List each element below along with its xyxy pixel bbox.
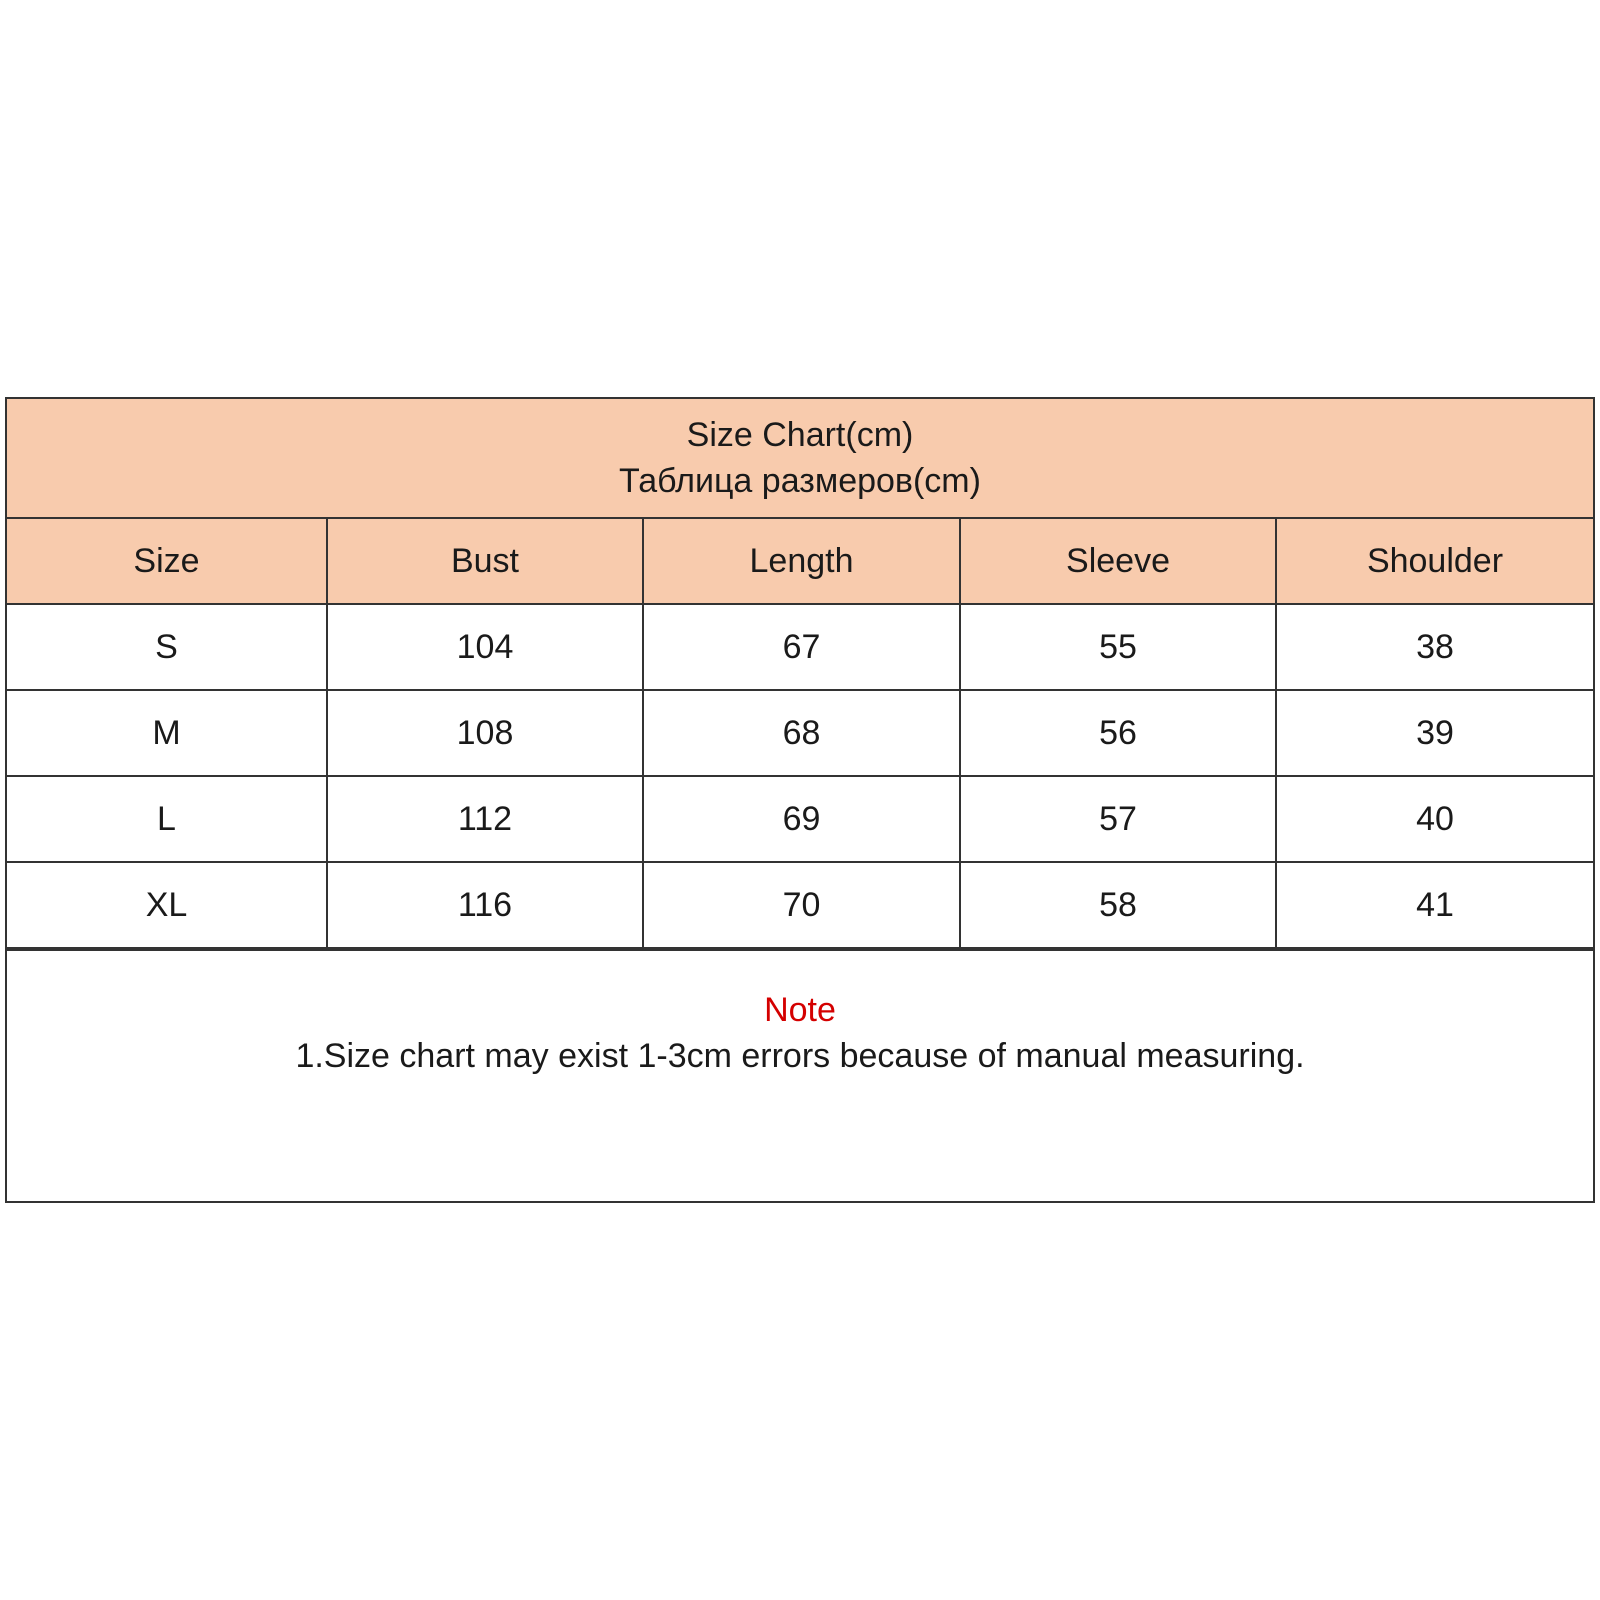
size-table-header-row — [7, 519, 1593, 604]
table-cell-sleeve: 56 — [960, 690, 1276, 776]
table-cell-size: XL — [7, 862, 327, 948]
table-cell-size: L — [7, 776, 327, 862]
table-cell-sleeve: 57 — [960, 776, 1276, 862]
table-cell-size: M — [7, 690, 327, 776]
table-cell-bust: 108 — [327, 690, 643, 776]
size-chart-title-russian: Таблица размеров(cm) — [619, 462, 981, 500]
table-row — [7, 862, 1593, 948]
size-chart — [5, 397, 1595, 1203]
table-row — [7, 604, 1593, 690]
table-cell-sleeve: 55 — [960, 604, 1276, 690]
column-header-bust: Bust — [327, 519, 643, 604]
table-cell-bust: 112 — [327, 776, 643, 862]
table-row — [7, 776, 1593, 862]
table-cell-size: S — [7, 604, 327, 690]
column-header-shoulder: Shoulder — [1276, 519, 1593, 604]
note-text: 1.Size chart may exist 1-3cm errors because of manual measuring. — [295, 1037, 1305, 1075]
size-table — [7, 519, 1593, 949]
column-header-sleeve: Sleeve — [960, 519, 1276, 604]
table-cell-shoulder: 41 — [1276, 862, 1593, 948]
table-cell-sleeve: 58 — [960, 862, 1276, 948]
table-cell-shoulder: 39 — [1276, 690, 1593, 776]
table-cell-shoulder: 40 — [1276, 776, 1593, 862]
note-title: Note — [764, 991, 836, 1029]
table-cell-length: 67 — [643, 604, 960, 690]
column-header-length: Length — [643, 519, 960, 604]
table-cell-shoulder: 38 — [1276, 604, 1593, 690]
table-cell-bust: 104 — [327, 604, 643, 690]
column-header-size: Size — [7, 519, 327, 604]
table-cell-length: 68 — [643, 690, 960, 776]
size-chart-title-block — [7, 399, 1593, 519]
table-cell-bust: 116 — [327, 862, 643, 948]
size-chart-title: Size Chart(cm) — [686, 416, 914, 454]
table-row — [7, 690, 1593, 776]
table-cell-length: 70 — [643, 862, 960, 948]
table-cell-length: 69 — [643, 776, 960, 862]
note-section — [7, 949, 1593, 1201]
